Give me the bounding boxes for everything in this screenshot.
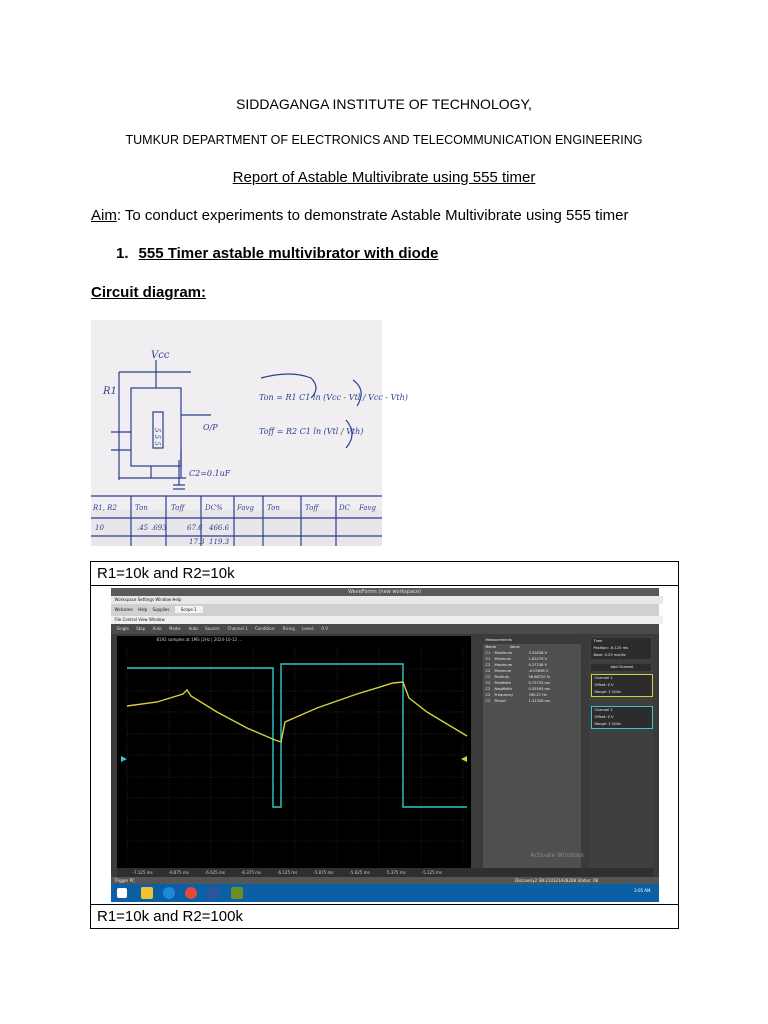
scope-screenshot xyxy=(111,588,659,902)
plot-info: 8192 samples at 1MS |2Hz | 2024-10-12 ... xyxy=(156,637,243,642)
x-tick-label: -6.625 ms xyxy=(204,870,225,875)
x-tick-label: -6.875 ms xyxy=(168,870,189,875)
status-right: Discovery2 SN:210321A28208 Status: OK xyxy=(514,878,599,883)
measurement-row: C2 NegWidth 0.55593 ms xyxy=(485,687,550,691)
tab-welcome[interactable]: Welcome xyxy=(114,607,133,612)
stop-button[interactable]: Stop xyxy=(136,626,146,631)
single-button[interactable]: Single xyxy=(116,626,129,631)
source-select[interactable]: Channel 1 xyxy=(227,626,248,631)
handwritten-table-value: 10 xyxy=(95,524,104,532)
handwritten-table-header: DC% xyxy=(205,504,223,512)
measurement-row: C1 Minimum 1.62279 V xyxy=(485,657,547,661)
handwritten-table-header: Toff xyxy=(305,504,319,512)
x-tick-label: -7.125 ms xyxy=(132,870,153,875)
result-label-2: R1=10k and R2=100k xyxy=(91,905,679,929)
channel-1-panel[interactable]: Channel 1 Offset: 0 V Range: 1 V/div xyxy=(591,674,653,697)
handwritten-table-value: .45 xyxy=(137,524,149,532)
handwritten-table-header: DC xyxy=(339,504,350,512)
section-title: 555 Timer astable multivibrator with diode xyxy=(138,245,439,262)
circuit-photo xyxy=(91,320,408,546)
results-table xyxy=(90,561,679,929)
add-channel-button[interactable]: Add Channel xyxy=(591,664,651,671)
handwritten-table-value: 17.3 xyxy=(189,538,205,546)
handwritten-toff: Toff = R2 C1 ln (Vtl / Vth) xyxy=(259,427,364,436)
time-panel[interactable]: Time Position: -6.125 ms Base: 0.25 ms/div xyxy=(591,638,651,659)
tab-bar xyxy=(111,604,659,616)
handwritten-vcc: Vcc xyxy=(151,350,170,361)
x-tick-label: -5.625 ms xyxy=(349,870,370,875)
circuit-heading: Circuit diagram: xyxy=(91,284,207,301)
explorer-icon[interactable] xyxy=(141,887,153,899)
handwritten-ic: 5 5 5 xyxy=(153,428,161,446)
measurement-row: C2 PosDuty 56.86720 % xyxy=(485,675,551,679)
meas-header: Name Value xyxy=(485,645,520,649)
mode-select[interactable]: Auto xyxy=(188,626,198,631)
window-title: WaveForms (new workspace) xyxy=(111,588,659,596)
aim-text: : To conduct experiments to demonstrate Astable Multivibrate using 555 timer xyxy=(116,207,629,224)
handwritten-table-header: Ton xyxy=(135,504,148,512)
measurement-row: C2 Minimum -0.07698 V xyxy=(485,669,549,673)
status-bar xyxy=(111,877,659,884)
chrome-icon[interactable] xyxy=(185,887,197,899)
level-label: Level: xyxy=(302,626,315,631)
condition-select[interactable]: Rising xyxy=(282,626,295,631)
channel-2-panel[interactable]: Channel 2 Offset: 0 V Range: 1 V/div xyxy=(591,706,653,729)
aim-paragraph xyxy=(91,207,629,224)
handwritten-table-value: 67.6 xyxy=(187,524,203,532)
measurement-row: C2 Frequency 760.27 Hz xyxy=(485,693,547,697)
measurements-title: Measurements xyxy=(483,636,581,644)
activate-windows-watermark: Activate Windows xyxy=(530,852,584,859)
aim-label: Aim xyxy=(91,207,117,224)
measurement-row: C2 Period 1.31326 ms xyxy=(485,699,550,703)
scope-plot[interactable] xyxy=(117,636,471,868)
section-heading xyxy=(116,245,438,262)
x-tick-label: -5.125 ms xyxy=(421,870,442,875)
measurements-panel xyxy=(483,636,581,868)
tab-help[interactable]: Help xyxy=(138,607,148,612)
x-tick-label: -5.875 ms xyxy=(313,870,334,875)
result-label-1: R1=10k and R2=10k xyxy=(91,562,679,586)
measurement-row: C2 Maximum 4.27238 V xyxy=(485,663,547,667)
x-tick-label: -5.375 ms xyxy=(385,870,406,875)
report-title: Report of Astable Multivibrate using 555 timer xyxy=(232,169,536,186)
waveform-svg xyxy=(117,636,471,868)
x-axis-ticks xyxy=(117,868,653,877)
handwritten-cap: C2=0.1uF xyxy=(189,469,231,478)
start-icon[interactable] xyxy=(117,888,127,898)
handwritten-table-value: 466.6 xyxy=(209,524,230,532)
mode-label: Mode: xyxy=(169,626,182,631)
tab-scope[interactable]: Scope 1 xyxy=(175,606,203,613)
handwritten-table-value: .693 xyxy=(151,524,167,532)
handwritten-table-header: Favg xyxy=(237,504,254,512)
settings-sidebar xyxy=(589,636,653,868)
handwritten-table-header: Ton xyxy=(267,504,280,512)
x-tick-label: -6.375 ms xyxy=(240,870,262,875)
app-menu[interactable]: Workspace Settings Window Help xyxy=(111,596,663,604)
x-tick-label: -6.125 ms xyxy=(277,870,298,875)
level-input[interactable]: 0 V xyxy=(321,626,328,631)
measurement-row: C2 PosWidth 0.75733 ms xyxy=(485,681,550,685)
scope-menu[interactable]: File Control View Window xyxy=(111,616,663,624)
auto-button[interactable]: Auto xyxy=(152,626,162,631)
tab-supplies[interactable]: Supplies xyxy=(152,607,170,612)
measurement-row: C1 Maximum 3.33438 V xyxy=(485,651,547,655)
handwritten-output: O/P xyxy=(203,423,218,432)
word-icon[interactable] xyxy=(207,887,219,899)
scope-cell xyxy=(91,586,679,905)
waveforms-icon[interactable] xyxy=(231,887,243,899)
channel-2-trace xyxy=(127,664,467,807)
handwritten-table-header: Favg xyxy=(359,504,376,512)
circuit-sketch xyxy=(91,320,408,546)
clock: 3:05 AM xyxy=(634,888,651,893)
arduino-icon[interactable] xyxy=(163,887,175,899)
status-left: Trigger PC xyxy=(114,878,135,883)
condition-label: Condition: xyxy=(255,626,276,631)
handwritten-table-value: 119.3 xyxy=(209,538,230,546)
windows-taskbar xyxy=(111,884,659,902)
department-title: TUMKUR DEPARTMENT OF ELECTRONICS AND TELECOMMUNICATION ENGINEERING xyxy=(125,133,643,147)
scope-toolbar xyxy=(111,624,659,634)
handwritten-table-header: Toff xyxy=(171,504,185,512)
handwritten-ton: Ton = R1 C1 ln (Vcc - Vtl / Vcc - Vth) xyxy=(259,393,408,402)
institute-title: SIDDAGANGA INSTITUTE OF TECHNOLOGY, xyxy=(236,96,532,112)
section-number: 1. xyxy=(116,245,129,262)
handwritten-table-header: R1, R2 xyxy=(93,504,117,512)
source-label: Source: xyxy=(205,626,221,631)
handwritten-r1: R1 xyxy=(103,386,117,397)
